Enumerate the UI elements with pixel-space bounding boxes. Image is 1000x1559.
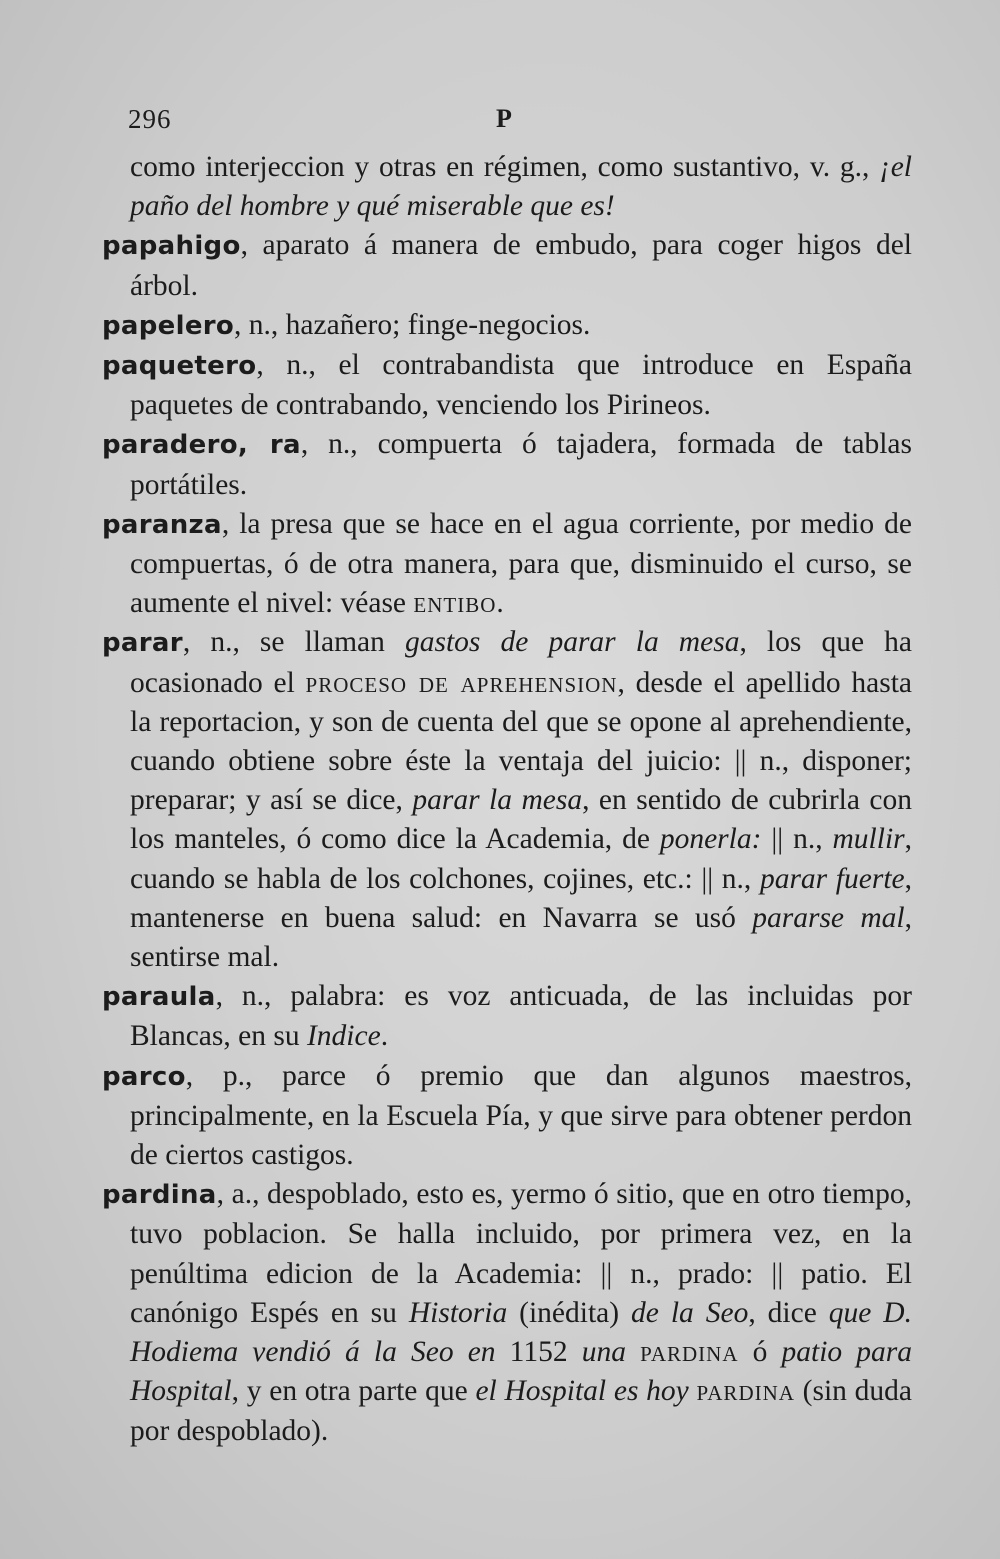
entry-example: ponerla: — [659, 823, 762, 856]
entry-text: (inédita) — [507, 1296, 632, 1329]
entry-text: . — [496, 587, 504, 620]
entry-example: el Hospital es hoy — [475, 1375, 689, 1408]
entry-text: ó — [738, 1336, 782, 1369]
headword: paquetero — [102, 351, 257, 382]
entry-text: 1152 — [495, 1336, 582, 1369]
headword: paraula — [102, 982, 216, 1013]
entry-text — [626, 1336, 640, 1368]
entry-example: Indice — [306, 1020, 381, 1053]
entry-paquetero — [102, 346, 912, 425]
entry-example: gastos de parar la mesa — [405, 626, 740, 659]
entry-example: parar fuerte — [759, 862, 905, 895]
cross-reference: proceso de aprehension — [305, 666, 618, 699]
cross-reference: pardina — [640, 1336, 739, 1369]
entry-example: una — [581, 1336, 626, 1369]
entry-example: de la Seo — [631, 1296, 749, 1329]
entry-text — [689, 1375, 697, 1407]
page-number: 296 — [128, 104, 172, 134]
entry-definition: , n., se llaman — [182, 626, 405, 659]
entry-papelero — [102, 306, 912, 346]
entry-example: patio para Hospital — [130, 1336, 912, 1408]
entry-paranza — [102, 505, 912, 624]
entry-text: , en sentido de cubrirla con los manteles, ó como dice la Academia, de — [130, 784, 912, 856]
entry-parar — [102, 623, 912, 977]
cross-reference: entibo — [413, 587, 497, 620]
headword: parar — [102, 628, 183, 659]
cross-reference: pardina — [696, 1375, 795, 1408]
entry-definition: , n., hazañero; finge-negocios. — [234, 308, 591, 341]
entry-pardina — [102, 1175, 912, 1450]
entry-definition: , p., parce ó premio que dan algunos maestros, principalmente, en la Escuela Pía, y que sirve para obtener perdon de ciertos castigos. — [130, 1059, 912, 1172]
entry-text: como interjeccion y otras en régimen, como sustantivo, v. g., — [130, 151, 880, 183]
entry-definition: , n., el contrabandista que introduce en España paquetes de contrabando, venciendo los Pirineos. — [130, 349, 912, 422]
entry-text: , mantenerse en buena salud: en Navarra se usó — [130, 862, 912, 934]
entry-papahigo — [102, 226, 912, 305]
entry-definition: , n., palabra: es voz anticuada, de las incluidas por Blancas, en su — [130, 980, 912, 1053]
entry-example: Historia — [408, 1296, 508, 1329]
headword: papahigo — [102, 231, 241, 262]
section-letter: P — [496, 104, 512, 133]
entry-text: , dice — [748, 1296, 829, 1329]
headword: pardina — [102, 1180, 217, 1211]
entry-definition: , n., compuerta ó tajadera, formada de tablas portátiles. — [130, 428, 912, 501]
entry-paraula — [102, 977, 912, 1056]
entry-definition: , aparato á manera de embudo, para coger higos del árbol. — [130, 229, 912, 302]
entry-text: || n., — [761, 823, 833, 856]
dictionary-text — [102, 148, 912, 1451]
entry-continuation — [102, 148, 912, 226]
entry-example: pararse mal — [752, 901, 905, 934]
headword: paradero, ra — [102, 430, 301, 461]
entry-parco — [102, 1057, 912, 1176]
entry-text: , los que ha ocasionado el — [130, 626, 912, 699]
entry-example: parar la mesa — [412, 784, 583, 817]
entry-text: , y en otra parte que — [231, 1375, 476, 1408]
headword: parco — [102, 1061, 186, 1092]
entry-text: (sin duda por despoblado). — [130, 1375, 913, 1447]
entry-paradero — [102, 425, 912, 504]
entry-definition: , la presa que se hace en el agua corriente, por medio de compuertas, ó de otra manera, para que, disminuido el curso, se aumente el nivel: véase — [130, 507, 912, 620]
entry-example: mullir — [832, 823, 905, 856]
entry-text: , cuando se habla de los colchones, cojines, etc.: || n., — [130, 823, 912, 895]
headword: papelero — [102, 310, 235, 341]
entry-example: que D. Hodiema vendió á la Seo en — [130, 1296, 912, 1369]
page-header — [128, 104, 908, 144]
entry-definition: , a., despoblado, esto es, yermo ó sitio, que en otro tiempo, tuvo poblacion. Se halla incluido, por primera vez, en la penúltima edicion de la Academia: || n., prado: || patio. El canónigo Espés en su — [130, 1178, 912, 1329]
entry-text: , desde el apellido hasta la reportacion, y son de cuenta del que se opone al aprehendiente, cuando obtiene sobre éste la ventaja del juicio: || n., disponer; preparar; y así se dice, — [130, 666, 912, 817]
entry-text: . — [380, 1020, 389, 1053]
entry-example: ¡el paño del hombre y qué miserable que es! — [130, 151, 912, 223]
headword: paranza — [102, 509, 222, 540]
entry-text: , sentirse mal. — [130, 901, 912, 974]
